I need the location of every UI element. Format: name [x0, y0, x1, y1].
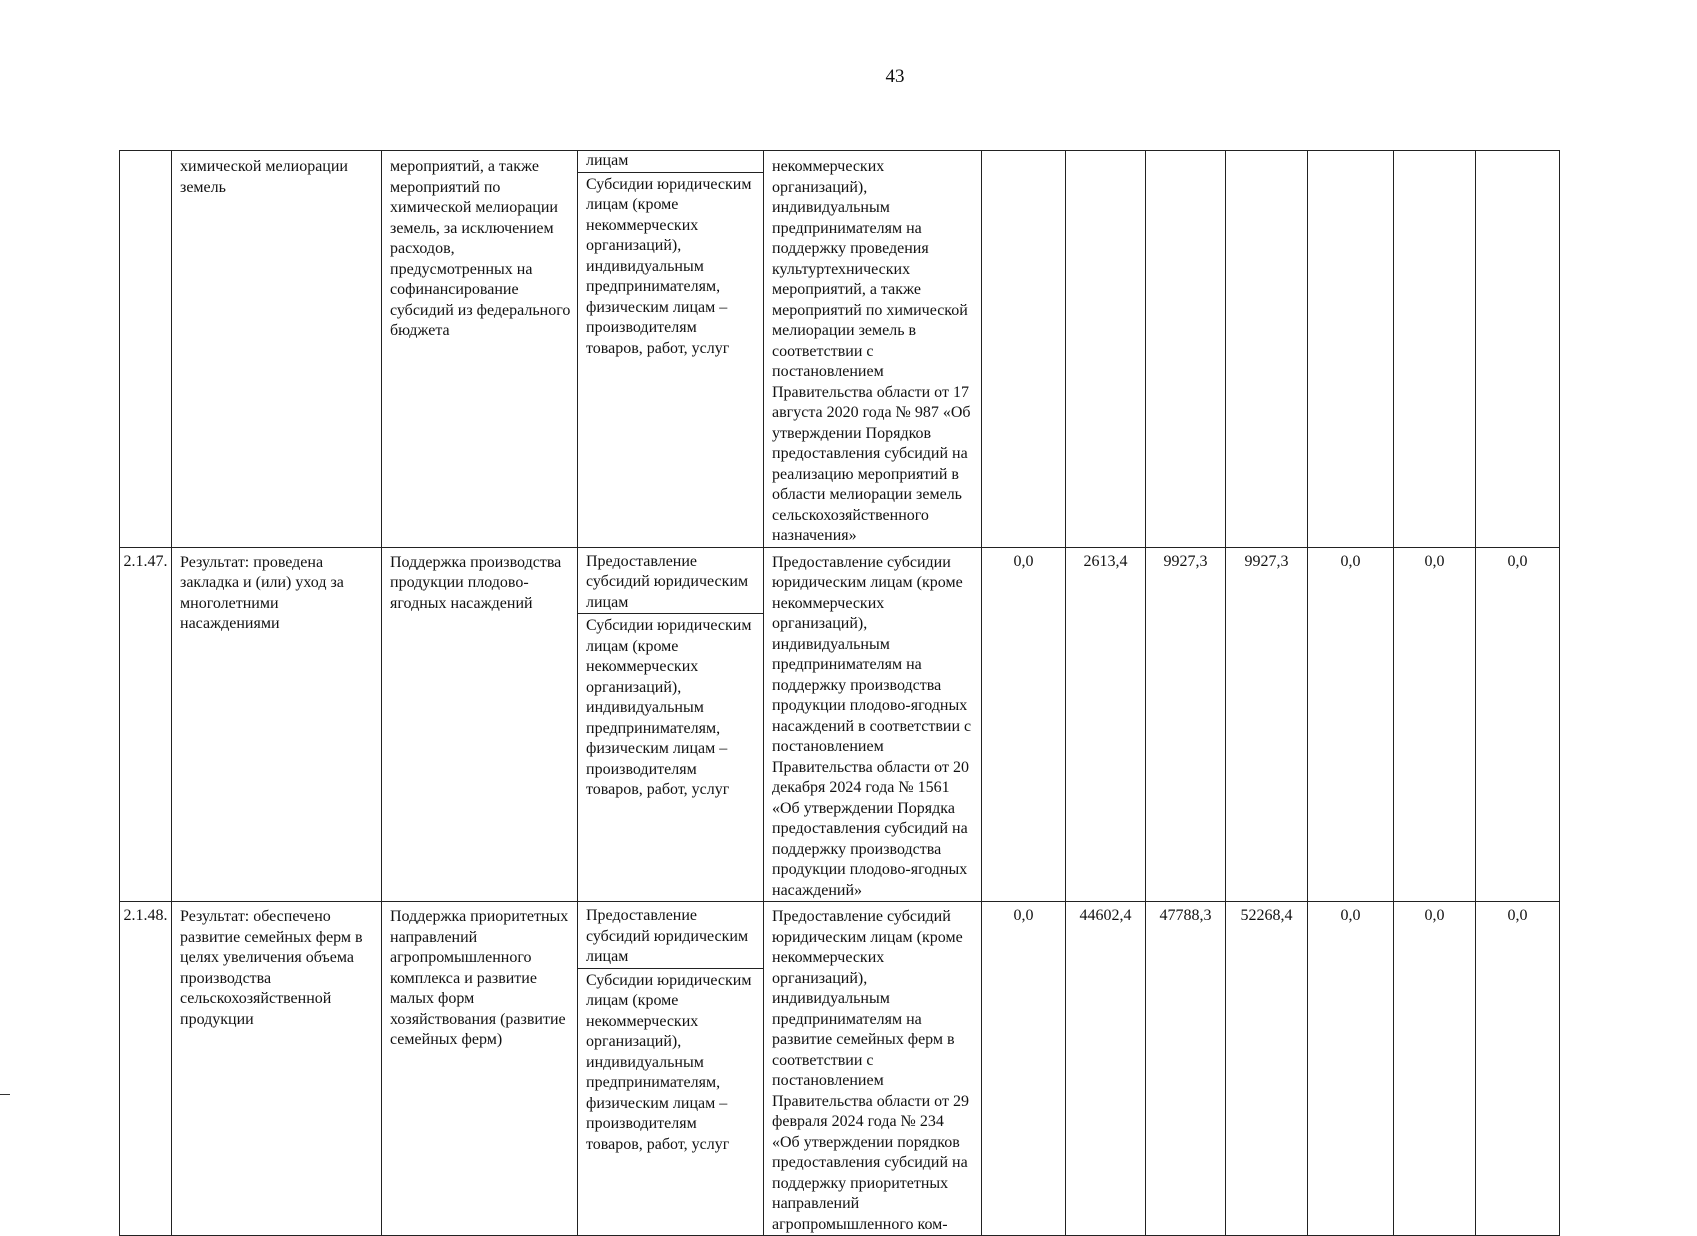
table-row [120, 151, 1560, 548]
form-cell [578, 151, 764, 548]
row-number: 2.1.47. [120, 547, 172, 902]
row-number: 2.1.48. [120, 902, 172, 1236]
value-cell: 2613,4 [1066, 547, 1146, 902]
value-cell [1394, 151, 1476, 548]
form-cell [578, 902, 764, 1236]
event-cell: Поддержка производства продукции плодово-ягодных насаждений [382, 547, 578, 902]
value-cell [982, 151, 1066, 548]
form-top-text: Предоставление субсидий юридическим лицам [578, 902, 763, 969]
value-cell [1146, 151, 1226, 548]
description-cell: Предоставление субсидий юридическим лицам (кроме некоммерческих организаций), индивидуальным предпринимателям на развитие семейных ферм в соответствии с постановлением Правительства области от 29 февраля 2024 года № 234 «Об утверждении порядков предоставления субсидий на поддержку приоритетных направлений агропромышленного ком- [764, 902, 982, 1236]
value-cell [1226, 151, 1308, 548]
value-cell: 0,0 [1394, 902, 1476, 1236]
result-cell: Результат: обеспечено развитие семейных ферм в целях увеличения объема производства сельскохозяйственной продукции [172, 902, 382, 1236]
result-cell: химической мелиорации земель [172, 151, 382, 548]
form-bottom-text: Субсидии юридическим лицам (кроме некоммерческих организаций), индивидуальным предпринимателям, физическим лицам – производителям товаров, работ, услуг [586, 971, 752, 1153]
value-cell: 0,0 [1476, 902, 1560, 1236]
value-cell: 9927,3 [1146, 547, 1226, 902]
event-cell: мероприятий, а также мероприятий по химической мелиорации земель, за исключением расходов, предусмотренных на софинансирование субсидий из федерального бюджета [382, 151, 578, 548]
value-cell: 0,0 [1394, 547, 1476, 902]
value-cell: 0,0 [1476, 547, 1560, 902]
form-cell [578, 547, 764, 902]
value-cell [1476, 151, 1560, 548]
margin-mark [0, 1094, 10, 1095]
form-bottom-text: Субсидии юридическим лицам (кроме некоммерческих организаций), индивидуальным предпринимателям, физическим лицам – производителям товаров, работ, услуг [586, 617, 752, 798]
description-cell: Предоставление субсидии юридическим лицам (кроме некоммерческих организаций), индивидуальным предпринимателям на поддержку производства продукции плодово-ягодных насаждений в соответствии с постановлением Правительства области от 20 декабря 2024 года № 1561 «Об утверждении Порядка предоставления субсидий на поддержку производства продукции плодово-ягодных насаждений» [764, 547, 982, 902]
value-cell: 9927,3 [1226, 547, 1308, 902]
form-bottom-text: Субсидии юридическим лицам (кроме некоммерческих организаций), индивидуальным предпринимателям, физическим лицам – производителям товаров, работ, услуг [586, 175, 752, 357]
form-top-text: лицам [578, 151, 763, 173]
value-cell [1308, 151, 1394, 548]
value-cell: 0,0 [1308, 547, 1394, 902]
description-cell: некоммерческих организаций), индивидуальным предпринимателям на поддержку проведения культуртехнических мероприятий, а также мероприятий по химической мелиорации земель в соответствии с постановлением Правительства области от 17 августа 2020 года № 987 «Об утверждении Порядков предоставления субсидий на реализацию мероприятий в области мелиорации земель сельскохозяйственного назначения» [764, 151, 982, 548]
program-table [119, 150, 1560, 1236]
value-cell: 0,0 [982, 547, 1066, 902]
value-cell [1066, 151, 1146, 548]
value-cell: 52268,4 [1226, 902, 1308, 1236]
row-number [120, 151, 172, 548]
page-number: 43 [885, 66, 905, 87]
value-cell: 0,0 [982, 902, 1066, 1236]
form-top-text: Предоставление субсидий юридическим лицам [578, 548, 763, 615]
event-cell: Поддержка приоритетных направлений агропромышленного комплекса и развитие малых форм хозяйствования (развитие семейных ферм) [382, 902, 578, 1236]
value-cell: 47788,3 [1146, 902, 1226, 1236]
value-cell: 44602,4 [1066, 902, 1146, 1236]
table-row [120, 547, 1560, 902]
value-cell: 0,0 [1308, 902, 1394, 1236]
result-cell: Результат: проведена закладка и (или) уход за многолетними насаждениями [172, 547, 382, 902]
table-row [120, 902, 1560, 1236]
